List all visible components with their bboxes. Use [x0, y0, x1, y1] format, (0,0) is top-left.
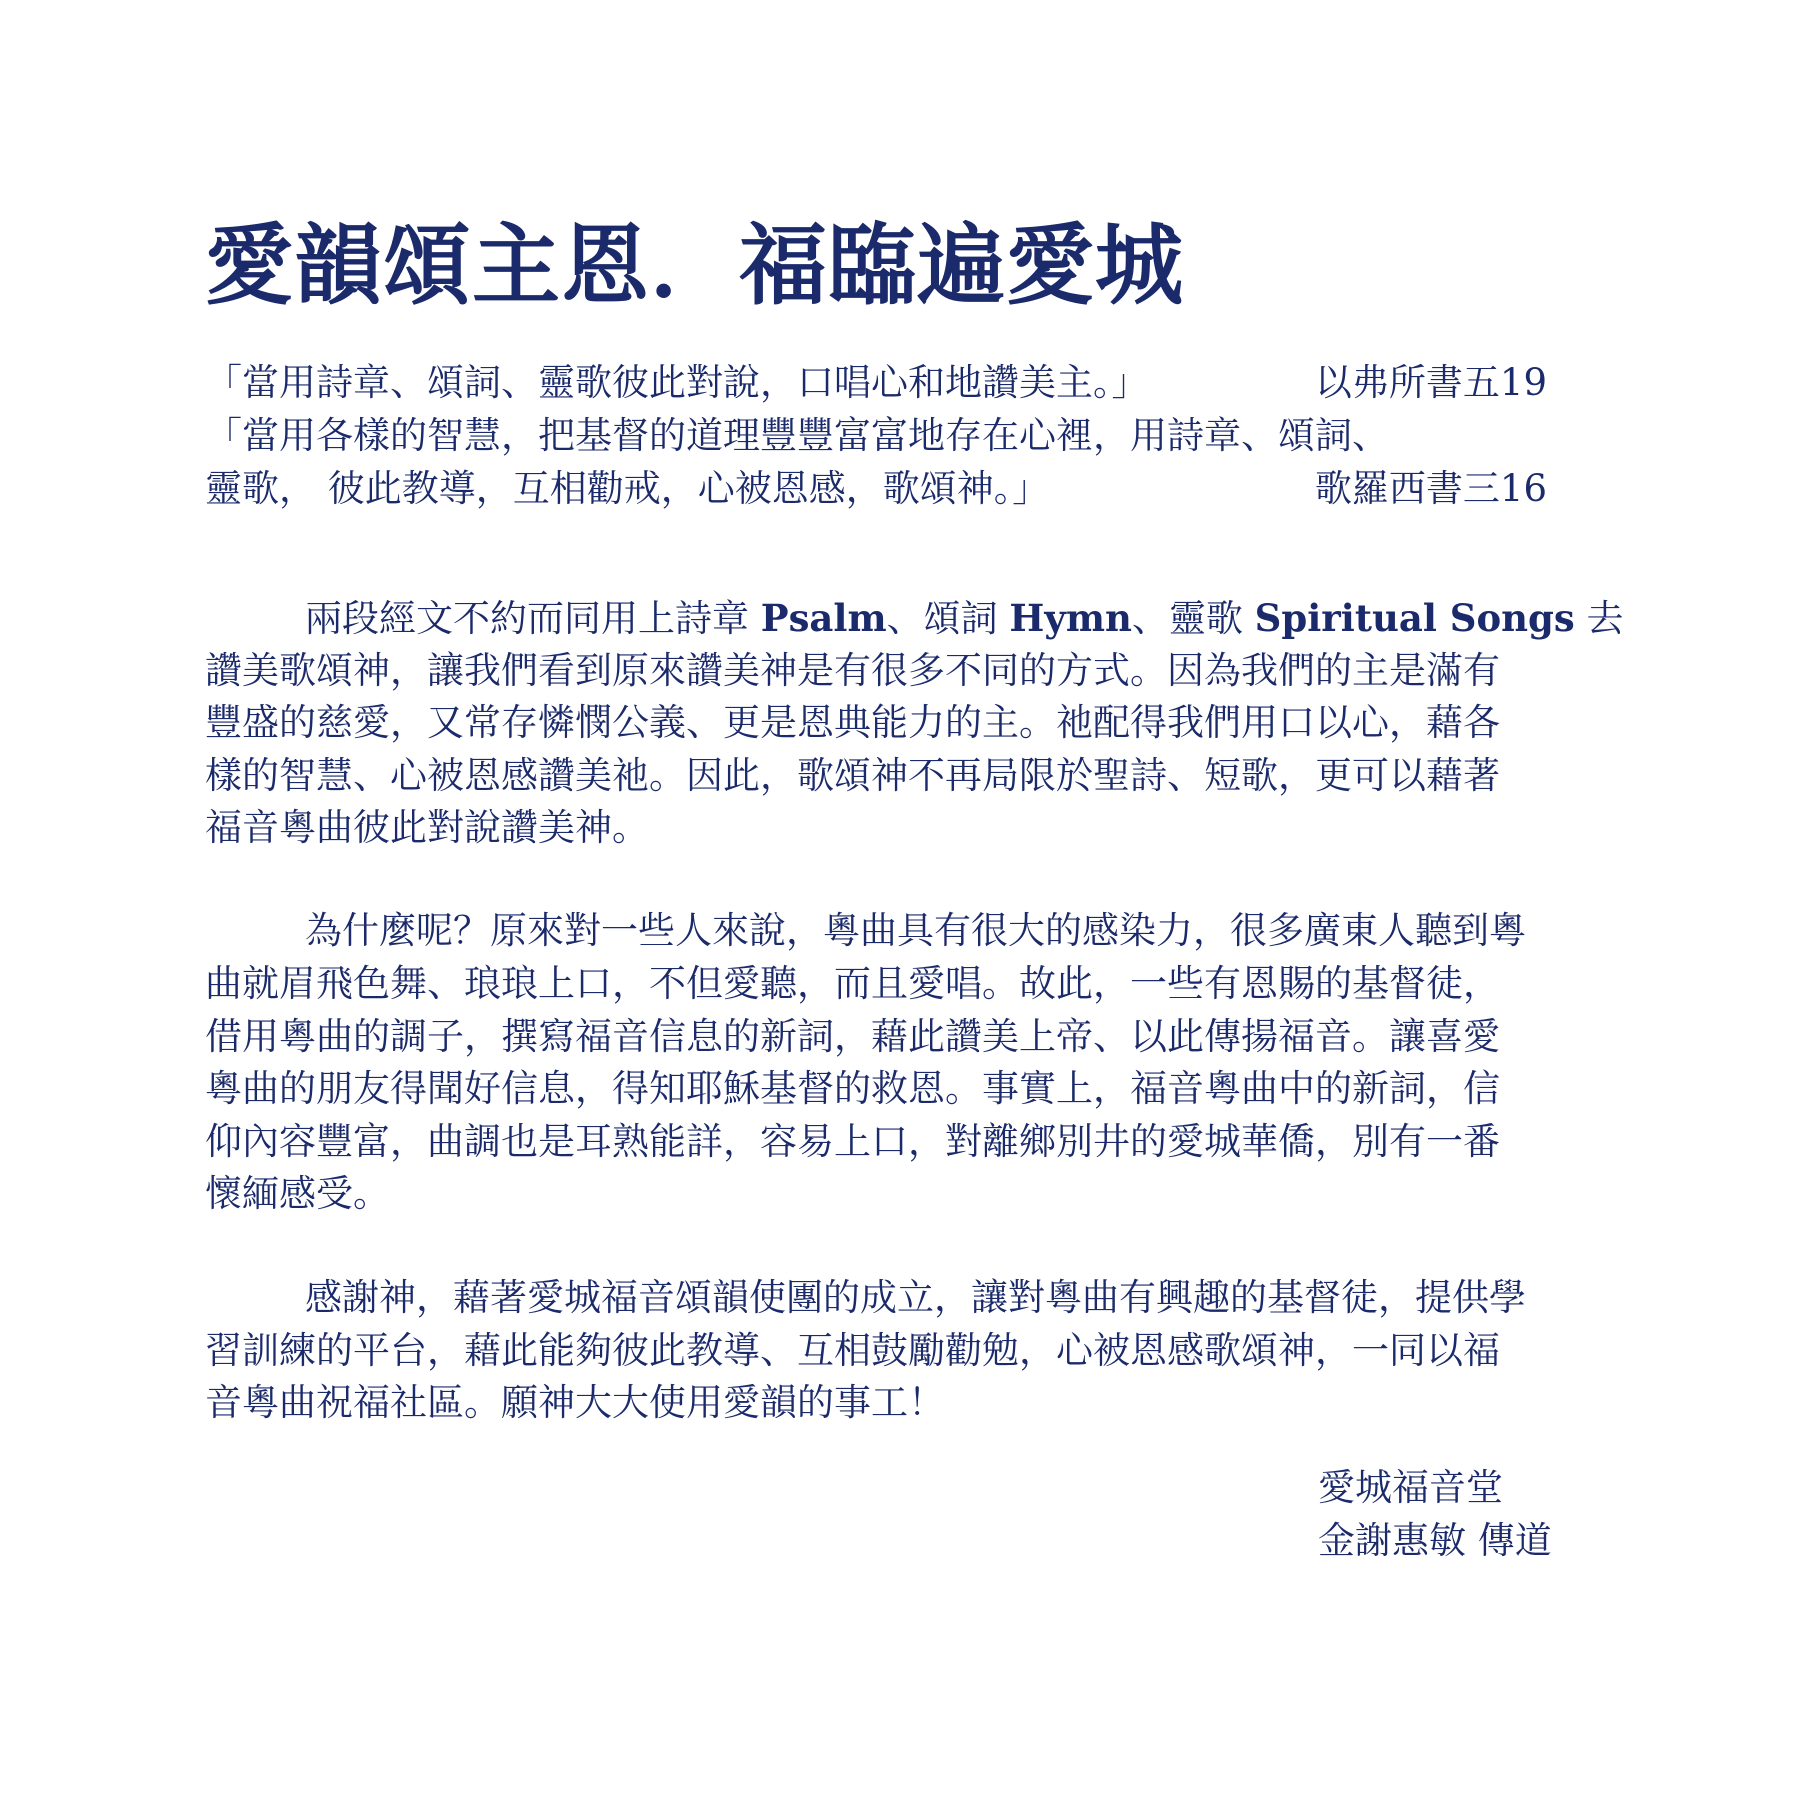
- paragraph-1-line-5: 福音粵曲彼此對說讚美神。: [205, 806, 649, 849]
- text-run: 、靈歌: [1131, 597, 1255, 640]
- english-term-spiritual-songs: Spiritual Songs: [1254, 596, 1575, 640]
- paragraph-1-line-4: 樣的智慧、心被恩感讚美祂。因此，歌頌神不再局限於聖詩、短歌，更可以藉著: [205, 754, 1500, 797]
- page-title: 愛韻頌主恩．福臨遍愛城: [205, 213, 1185, 317]
- paragraph-3-line-2: 習訓練的平台，藉此能夠彼此教導、互相鼓勵勸勉，心被恩感歌頌神，一同以福: [205, 1329, 1500, 1372]
- english-term-hymn: Hymn: [1009, 596, 1132, 640]
- verse-text: 「當用各樣的智慧，把基督的道理豐豐富富地存在心裡，用詩章、頌詞、: [205, 414, 1389, 457]
- paragraph-2-line-4: 粵曲的朋友得聞好信息，得知耶穌基督的救恩。事實上，福音粵曲中的新詞，信: [205, 1067, 1500, 1110]
- verse-reference: 以弗所書五19: [1314, 361, 1547, 404]
- signature-church: 愛城福音堂: [1318, 1466, 1503, 1509]
- paragraph-3-line-3: 音粵曲祝福社區。願神大大使用愛韻的事工！: [205, 1381, 945, 1424]
- text-run: 、頌詞: [886, 597, 1010, 640]
- verse-reference: 歌羅西書三16: [1314, 467, 1547, 510]
- text-run: 去: [1574, 597, 1624, 640]
- paragraph-1-line-3: 豐盛的慈愛，又常存憐憫公義、更是恩典能力的主。祂配得我們用口以心，藉各: [205, 701, 1500, 744]
- paragraph-2-line-3: 借用粵曲的調子，撰寫福音信息的新詞，藉此讚美上帝、以此傳揚福音。讓喜愛: [205, 1015, 1500, 1058]
- verse-colossians-line-1: [205, 410, 1565, 462]
- paragraph-2-line-1: 為什麼呢？原來對一些人來說，粵曲具有很大的感染力，很多廣東人聽到粵: [305, 909, 1526, 952]
- english-term-psalm: Psalm: [760, 596, 887, 640]
- signature-author: 金謝惠敏 傳道: [1318, 1519, 1552, 1562]
- paragraph-3-line-1: 感謝神，藉著愛城福音頌韻使團的成立，讓對粵曲有興趣的基督徒，提供學: [305, 1276, 1526, 1319]
- paragraph-1-line-1: [305, 592, 1705, 645]
- paragraph-2-line-2: 曲就眉飛色舞、琅琅上口，不但愛聽，而且愛唱。故此，一些有恩賜的基督徒，: [205, 962, 1500, 1005]
- paragraph-2-line-5: 仰內容豐富，曲調也是耳熟能詳，容易上口，對離鄉別井的愛城華僑，別有一番: [205, 1120, 1500, 1163]
- verse-text: 靈歌， 彼此教導，互相勸戒，心被恩感，歌頌神。」: [205, 467, 1050, 510]
- paragraph-2-line-6: 懷緬感受。: [205, 1172, 390, 1215]
- verse-ephesians: [205, 357, 1565, 409]
- text-run: 兩段經文不約而同用上詩章: [305, 597, 761, 640]
- verse-colossians-line-2: [205, 463, 1565, 515]
- paragraph-1-line-2: 讚美歌頌神，讓我們看到原來讚美神是有很多不同的方式。因為我們的主是滿有: [205, 649, 1500, 692]
- verse-text: 「當用詩章、頌詞、靈歌彼此對說，口唱心和地讚美主。」: [205, 361, 1149, 404]
